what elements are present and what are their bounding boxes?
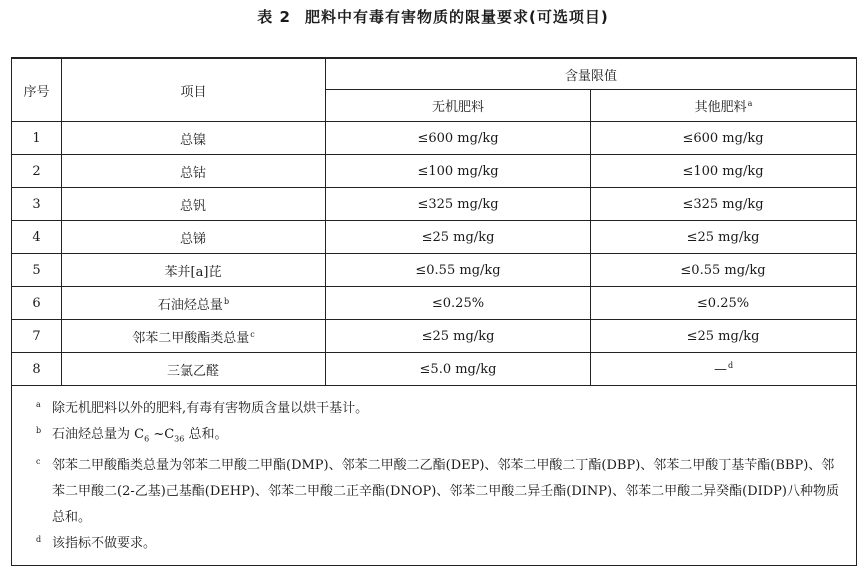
header-other-label: 其他肥料 <box>694 100 747 115</box>
row-number: 5 <box>12 254 62 287</box>
row-other-limit-value: ≤100 mg/kg <box>682 164 764 179</box>
footnote-b-text-mid: ~C <box>149 427 175 442</box>
row-number: 3 <box>12 188 62 221</box>
table-number: 表 2 <box>257 8 291 26</box>
row-other-limit-value: ≤25 mg/kg <box>686 329 760 344</box>
row-item-label: 总钴 <box>179 165 206 181</box>
row-inorganic-limit: ≤100 mg/kg <box>326 155 591 188</box>
row-item-label: 苯并[a]芘 <box>164 264 222 280</box>
row-item-label: 邻苯二甲酸酯类总量 <box>132 330 250 346</box>
header-other-footnote-mark: a <box>747 99 753 108</box>
table-row <box>12 221 857 254</box>
footnote-d-text: 该指标不做要求。 <box>52 535 157 551</box>
footnote-a <box>36 396 844 422</box>
footnote-a-mark: a <box>36 400 41 409</box>
row-other-footnote-mark: d <box>727 361 734 370</box>
row-item <box>62 188 326 221</box>
footnote-b <box>36 422 844 453</box>
row-other-limit-value: ≤325 mg/kg <box>682 197 764 212</box>
row-number: 1 <box>12 122 62 155</box>
table-row <box>12 353 857 386</box>
row-number: 8 <box>12 353 62 386</box>
table-row <box>12 287 857 320</box>
row-inorganic-limit: ≤25 mg/kg <box>326 221 591 254</box>
table-row <box>12 320 857 353</box>
row-item <box>62 155 326 188</box>
row-item-footnote-mark: b <box>223 296 230 306</box>
row-other-limit-value: ≤600 mg/kg <box>682 131 764 146</box>
row-other-limit <box>591 287 857 320</box>
row-other-limit <box>591 353 857 386</box>
row-other-limit <box>591 122 857 155</box>
row-item-label: 石油烃总量 <box>157 297 223 313</box>
row-other-limit-value: ≤0.25% <box>696 296 750 311</box>
row-other-limit <box>591 155 857 188</box>
row-item-label: 总锑 <box>179 231 206 247</box>
row-other-limit-value: ≤0.55 mg/kg <box>680 263 766 278</box>
footnote-d <box>36 531 844 557</box>
row-item <box>62 320 326 353</box>
row-other-limit-value: ≤25 mg/kg <box>686 230 760 245</box>
row-item <box>62 221 326 254</box>
table-title <box>0 6 866 27</box>
header-seq: 序号 <box>12 58 62 122</box>
table-row <box>12 188 857 221</box>
header-limit-group: 含量限值 <box>326 58 857 90</box>
limits-table <box>11 57 857 566</box>
row-inorganic-limit: ≤600 mg/kg <box>326 122 591 155</box>
row-number: 6 <box>12 287 62 320</box>
row-item <box>62 287 326 320</box>
footnote-d-mark: d <box>36 534 42 544</box>
row-item-label: 总钒 <box>179 198 206 214</box>
footnote-b-mark: b <box>36 426 42 435</box>
row-item <box>62 122 326 155</box>
row-item <box>62 254 326 287</box>
row-other-limit <box>591 188 857 221</box>
row-inorganic-limit: ≤5.0 mg/kg <box>326 353 591 386</box>
row-inorganic-limit: ≤0.25% <box>326 287 591 320</box>
row-item-label: 总镍 <box>179 132 206 148</box>
footnote-c-mark: c <box>36 456 41 466</box>
row-item <box>62 353 326 386</box>
row-number: 4 <box>12 221 62 254</box>
table-row <box>12 122 857 155</box>
row-number: 2 <box>12 155 62 188</box>
row-inorganic-limit: ≤0.55 mg/kg <box>326 254 591 287</box>
row-number: 7 <box>12 320 62 353</box>
header-other <box>591 90 857 122</box>
footnotes-cell <box>12 386 857 566</box>
row-inorganic-limit: ≤325 mg/kg <box>326 188 591 221</box>
table-caption: 肥料中有毒有害物质的限量要求(可选项目) <box>304 8 609 26</box>
header-item: 项目 <box>62 58 326 122</box>
row-other-limit <box>591 320 857 353</box>
header-inorganic: 无机肥料 <box>326 90 591 122</box>
footnote-a-text: 除无机肥料以外的肥料,有毒有害物质含量以烘干基计。 <box>52 401 369 416</box>
footnote-b-sub1: 6 <box>144 434 150 444</box>
row-other-limit <box>591 221 857 254</box>
footnote-b-sub2: 36 <box>174 434 185 444</box>
footnote-b-text-pre: 石油烃总量为 C <box>52 427 145 442</box>
footnote-b-text-post: 总和。 <box>184 427 228 442</box>
row-inorganic-limit: ≤25 mg/kg <box>326 320 591 353</box>
row-item-label: 三氯乙醛 <box>166 363 219 379</box>
row-other-limit-value: — <box>713 362 727 377</box>
table-row <box>12 254 857 287</box>
footnotes-row <box>12 386 857 566</box>
footnote-c-text: 邻苯二甲酸酯类总量为邻苯二甲酸二甲酯(DMP)、邻苯二甲酸二乙酯(DEP)、邻苯二甲酸二丁酯(DBP)、邻苯二甲酸丁基苄酯(BBP)、邻苯二甲酸二(2-乙基)己基酯(DEHP)、邻苯二甲酸二正辛酯(DNOP)、邻苯二甲酸二异壬酯(DINP)、邻苯二甲酸二异癸酯(DIDP)八种物质总和。 <box>52 457 839 525</box>
row-item-footnote-mark: c <box>250 329 255 339</box>
footnote-c <box>36 453 844 531</box>
row-other-limit <box>591 254 857 287</box>
table-row <box>12 155 857 188</box>
